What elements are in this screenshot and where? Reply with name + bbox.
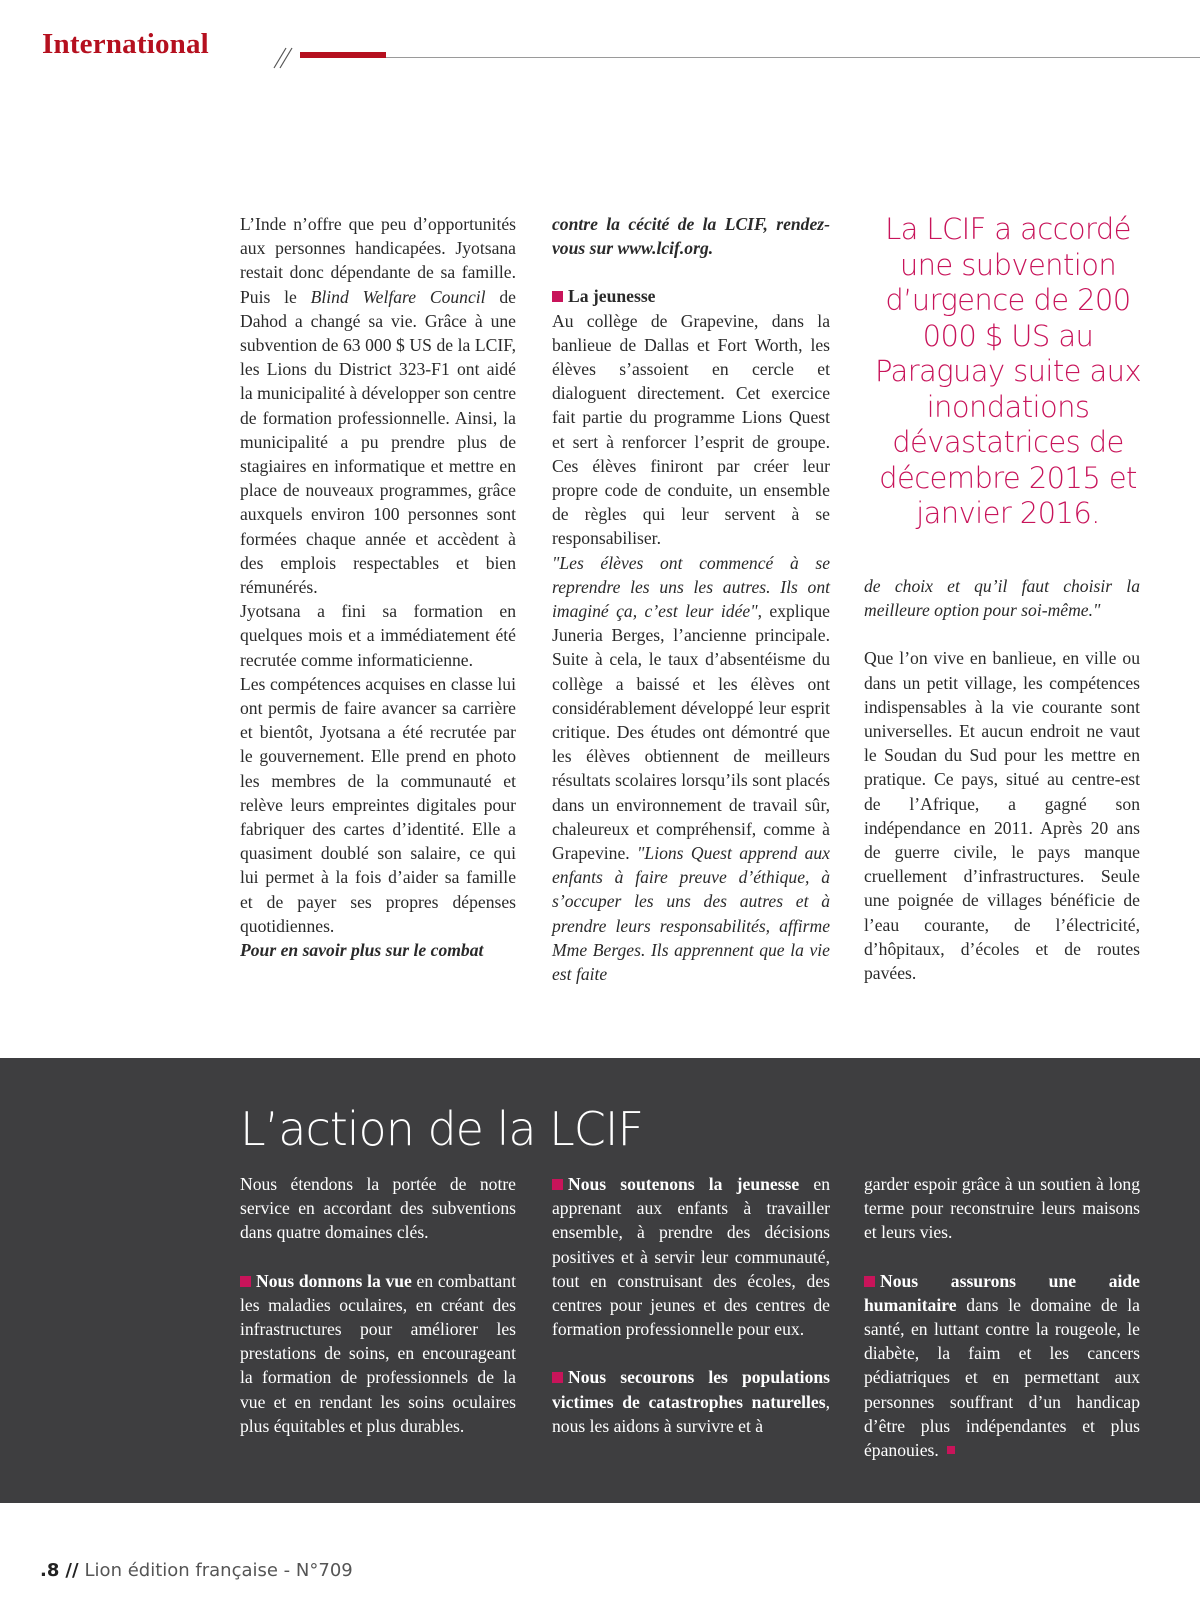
header-rule (300, 57, 1200, 58)
footer-separator: // (65, 1560, 79, 1581)
square-bullet-icon (864, 1276, 875, 1287)
panel-column-3 (864, 1172, 1140, 1462)
more-info-link-text: contre la cécité de la LCIF, rendez-vous sur www.lcif.org. (552, 214, 830, 259)
page-footer (40, 1560, 353, 1581)
publication-name: Lion édition française - N°709 (84, 1560, 353, 1581)
square-bullet-icon (552, 291, 563, 302)
header-accent-bar (300, 52, 386, 58)
pull-quote: La LCIF a accordé une subvention d’urgence de 200 000 $ US au Paraguay suite aux inondations dévastatrices de décembre 2015 et janvier 2016. (874, 212, 1142, 530)
domain-jeunesse: Nous soutenons la jeunesse en apprenant aux enfants à travailler ensemble, à prendre des décisions positives et à servir leur communauté, tout en construisant des écoles, des centres pour jeunes et des centres de formation professionnelle pour eux. (552, 1174, 831, 1340)
panel-title: L’action de la LCIF (240, 1102, 643, 1156)
paragraph: Jyotsana a fini sa formation en quelques mois et a immédiatement été recrutée comme informaticienne. (240, 601, 516, 670)
paragraph: Les compétences acquises en classe lui ont permis de faire avancer sa carrière et bientôt, Jyotsana a été recrutée par le gouvernement. Elle prend en photo les membres de la communauté et relève leurs empreintes digitales pour fabriquer des cartes d’identité. Elle a quasiment doublé son salaire, ce qui lui permet à la fois d’aider sa famille et de payer ses propres dépenses quotidiennes. (240, 673, 516, 936)
quote-continuation: de choix et qu’il faut choisir la meilleure option pour soi-même." (864, 576, 1140, 621)
domain-humanitaire: Nous assurons une aide humanitaire dans le domaine de la santé, en luttant contre la rougeole, le diabète, la faim et les cancers pédiatriques et en permettant aux personnes souffrant d’un handicap d’être plus indépendantes et plus épanouies. (864, 1270, 1140, 1461)
more-info-lead: Pour en savoir plus sur le combat (240, 940, 484, 961)
section-title: International (42, 28, 209, 60)
subheading-jeunesse: La jeunesse (552, 284, 830, 308)
page-number: .8 (40, 1560, 60, 1581)
panel-column-1 (240, 1172, 516, 1438)
domain-vue: Nous donnons la vue en combattant les maladies oculaires, en créant des infrastructures pour améliorer les prestations de soins, en encourageant la formation de professionnels de la vue et en rendant les soins oculaires plus équitables et plus durables. (240, 1270, 516, 1436)
header-slashes-icon (272, 44, 298, 70)
paragraph: Au collège de Grapevine, dans la banlieue de Dallas et Fort Worth, les élèves s’assoient en cercle et dialoguent directement. Cet exercice fait partie du programme Lions Quest et sert à renforcer l’esprit de groupe. Ces élèves finiront par créer leur propre code de conduite, un ensemble de règles qui leur servent à se responsabiliser. (552, 310, 830, 549)
panel-intro: Nous étendons la portée de notre service en accordant des subventions dans quatre domaines clés. (240, 1174, 516, 1243)
domain-catastrophes-continued: garder espoir grâce à un soutien à long terme pour reconstruire leurs maisons et leurs vies. (864, 1174, 1140, 1243)
square-bullet-icon (240, 1276, 251, 1287)
end-mark-icon (947, 1446, 955, 1454)
article-column-2 (552, 212, 830, 986)
domain-catastrophes: Nous secourons les populations victimes de catastrophes naturelles, nous les aidons à survivre et à (552, 1367, 830, 1436)
paragraph: L’Inde n’offre que peu d’opportunités aux personnes handicapées. Jyotsana restait donc dépendante de sa famille. Puis le Blind Welfare Council de Dahod a changé sa vie. Grâce à une subvention de 63 000 $ US de la LCIF, les Lions du District 323-F1 ont aidé la municipalité à développer son centre de formation professionnelle. Ainsi, la municipalité a pu prendre plus de stagiaires en informatique et mettre en place de nouveaux programmes, grâce auxquels environ 100 personnes sont formées chaque année et accèdent à des emplois respectables et bien rémunérés. (240, 214, 517, 598)
square-bullet-icon (552, 1372, 563, 1383)
article-column-3 (864, 574, 1140, 985)
panel-column-2 (552, 1172, 830, 1438)
paragraph: Que l’on vive en banlieue, en ville ou dans un petit village, les compétences indispensables à la vie courante sont universelles. Et aucun endroit ne vaut le Soudan du Sud pour les mettre en pratique. Ce pays, situé au centre-est de l’Afrique, a gagné son indépendance en 2011. Après 20 ans de guerre civile, le pays manque cruellement d’infrastructures. Seule une poignée de villages bénéficie de l’eau courante, de l’électricité, d’hôpitaux, d’écoles et de routes pavées. (864, 648, 1140, 984)
square-bullet-icon (552, 1179, 563, 1190)
paragraph: "Les élèves ont commencé à se reprendre les uns les autres. Ils ont imaginé ça, c’est leur idée", explique Juneria Berges, l’ancienne principale. Suite à cela, le taux d’absentéisme du collège a baissé et les élèves ont considérablement développé leur esprit critique. Des études ont démontré que les élèves obtiennent de meilleurs résultats scolaires lorsqu’ils sont placés dans un environnement de travail sûr, chaleureux et compréhensif, comme à Grapevine. "Lions Quest apprend aux enfants à faire preuve d’éthique, à s’occuper les uns des autres et à prendre leurs responsabilités, affirme Mme Berges. Ils apprennent que la vie est faite (552, 552, 830, 985)
article-column-1 (240, 212, 516, 962)
